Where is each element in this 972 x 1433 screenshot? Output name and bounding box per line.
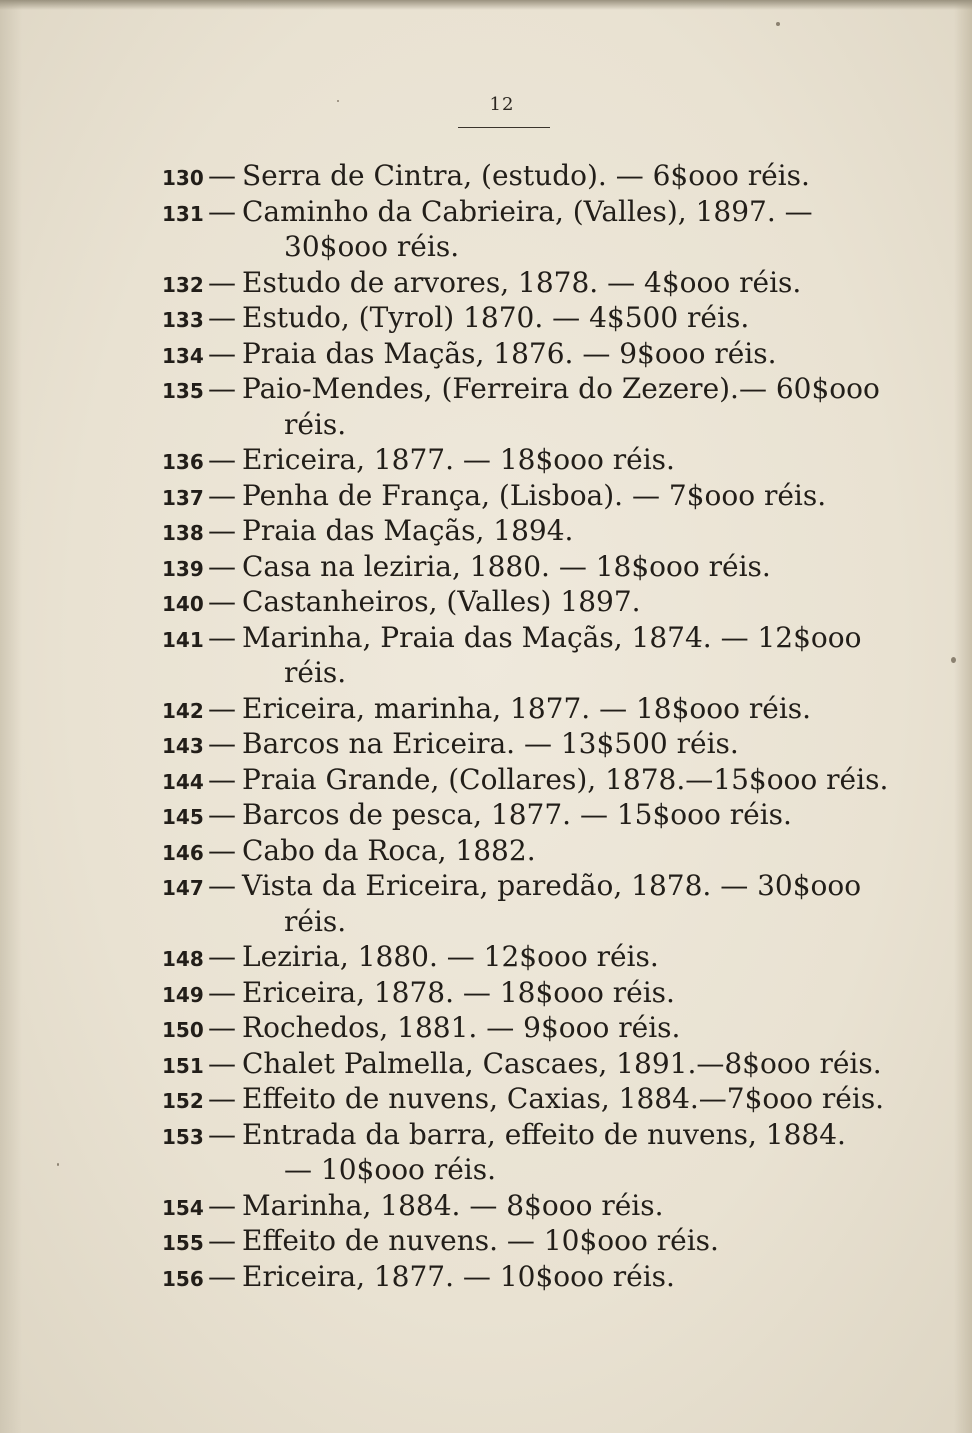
paper-speck (57, 1163, 59, 1166)
list-item (162, 797, 842, 833)
entry-number: 152 (162, 1089, 204, 1113)
entry-continuation-line (162, 655, 842, 691)
list-item (162, 549, 842, 585)
entry-text: Ericeira, 1877. — 10$ooo réis. (242, 1259, 675, 1293)
entry-line (162, 1081, 885, 1117)
entry-number: 141 (162, 627, 204, 652)
entry-dash: — (208, 194, 236, 228)
entry-line (162, 194, 842, 230)
list-item (162, 478, 842, 514)
entry-text: Praia Grande, (Collares), 1878.—15$ooo réis. (242, 762, 889, 796)
entry-line (162, 762, 889, 798)
entry-text: Barcos de pesca, 1877. — 15$ooo réis. (242, 798, 792, 831)
entry-line (162, 584, 842, 620)
entry-dash: — (208, 372, 236, 405)
entry-dash: — (208, 1046, 236, 1080)
list-item (162, 833, 842, 869)
entry-continuation-line (162, 407, 842, 443)
entry-line (162, 833, 842, 869)
entry-line (162, 1046, 882, 1082)
entry-text: Ericeira, 1877. — 18$ooo réis. (242, 443, 675, 476)
entry-number: 154 (162, 1195, 204, 1220)
entry-dash: — (208, 1011, 236, 1044)
list-item (162, 1259, 842, 1295)
entry-number: 140 (162, 592, 204, 616)
entry-number: 138 (162, 521, 204, 545)
entry-dash: — (208, 1082, 236, 1115)
entry-line (162, 336, 842, 372)
entry-number: 150 (162, 1018, 204, 1042)
page-number: 12 (489, 94, 515, 115)
list-item (162, 442, 842, 478)
entry-line (162, 1010, 842, 1046)
entry-number: 137 (162, 485, 204, 510)
list-item (162, 868, 862, 939)
entry-text: Caminho da Cabrieira, (Valles), 1897. — (242, 194, 813, 228)
entry-line (162, 265, 842, 301)
entry-line (162, 1223, 842, 1259)
entry-line (162, 158, 842, 194)
entry-text: Estudo de arvores, 1878. — 4$ooo réis. (242, 265, 802, 299)
page-edge-right (954, 0, 972, 1433)
entry-number: 144 (162, 769, 204, 794)
entry-number: 146 (162, 840, 204, 865)
entry-text: Cabo da Roca, 1882. (242, 833, 536, 867)
list-item (162, 1010, 842, 1046)
entry-line (162, 797, 842, 833)
entry-line (162, 939, 842, 975)
entry-dash: — (208, 478, 236, 512)
entry-text: Rochedos, 1881. — 9$ooo réis. (242, 1011, 681, 1044)
entry-number: 131 (162, 201, 204, 226)
entry-line (162, 442, 842, 478)
list-item (162, 726, 842, 762)
entry-text: Praia das Maçãs, 1894. (242, 514, 574, 547)
list-item (162, 513, 842, 549)
entry-dash: — (208, 1117, 236, 1151)
entry-number: 145 (162, 805, 204, 829)
list-item (162, 584, 842, 620)
entry-text: réis. (284, 656, 347, 689)
entry-text: Effeito de nuvens, Caxias, 1884.—7$ooo réis. (242, 1082, 885, 1115)
entry-text: Leziria, 1880. — 12$ooo réis. (242, 940, 659, 973)
entry-text: Casa na leziria, 1880. — 18$ooo réis. (242, 549, 771, 583)
entry-text: Marinha, 1884. — 8$ooo réis. (242, 1188, 664, 1222)
list-item (162, 1117, 846, 1188)
list-item (162, 265, 842, 301)
entry-text: 30$ooo réis. (284, 230, 460, 263)
entry-text: Penha de França, (Lisboa). — 7$ooo réis. (242, 478, 827, 512)
entry-dash: — (208, 691, 236, 725)
list-item (162, 300, 842, 336)
list-item (162, 620, 862, 691)
entry-dash: — (208, 443, 236, 476)
entry-text: réis. (284, 904, 347, 938)
entry-continuation-line (162, 229, 842, 265)
entry-number: 155 (162, 1231, 204, 1255)
entry-number: 153 (162, 1124, 204, 1149)
entry-text: Castanheiros, (Valles) 1897. (242, 585, 641, 618)
entry-number: 156 (162, 1266, 204, 1291)
entry-line (162, 300, 842, 336)
entry-dash: — (208, 265, 236, 299)
entry-dash: — (208, 727, 236, 760)
entry-line (162, 620, 862, 656)
entry-text: — 10$ooo réis. (284, 1153, 496, 1186)
entry-dash: — (208, 549, 236, 583)
list-item (162, 1046, 882, 1082)
entry-dash: — (208, 798, 236, 831)
list-item (162, 939, 842, 975)
entry-line (162, 975, 842, 1011)
entry-number: 151 (162, 1053, 204, 1078)
paper-speck (951, 657, 956, 663)
header-rule (458, 127, 550, 128)
entry-dash: — (208, 1259, 236, 1293)
entry-line (162, 691, 842, 727)
entry-number: 136 (162, 450, 204, 474)
paper-speck (776, 22, 780, 26)
list-item (162, 975, 842, 1011)
entry-line (162, 868, 862, 904)
entry-dash: — (208, 336, 236, 370)
entry-line (162, 1188, 842, 1224)
entry-number: 143 (162, 734, 204, 758)
entry-continuation-line (162, 1152, 842, 1188)
entry-number: 147 (162, 876, 204, 900)
entry-text: réis. (284, 407, 347, 441)
entry-text: Praia das Maçãs, 1876. — 9$ooo réis. (242, 336, 777, 370)
entry-dash: — (208, 833, 236, 867)
entry-line (162, 1259, 842, 1295)
entry-dash: — (208, 301, 236, 334)
entry-dash: — (208, 159, 236, 192)
entry-text: Vista da Ericeira, paredão, 1878. — 30$ooo (242, 869, 862, 902)
list-item (162, 1081, 885, 1117)
list-item (162, 371, 880, 442)
entry-dash: — (208, 620, 236, 654)
entry-text: Effeito de nuvens. — 10$ooo réis. (242, 1224, 719, 1257)
entry-text: Serra de Cintra, (estudo). — 6$ooo réis. (242, 159, 810, 192)
entry-number: 135 (162, 379, 204, 403)
price-list (162, 158, 889, 1294)
entry-line (162, 1117, 846, 1153)
entry-number: 133 (162, 308, 204, 332)
entry-line (162, 478, 842, 514)
entry-number: 149 (162, 982, 204, 1007)
list-item (162, 762, 889, 798)
entry-dash: — (208, 869, 236, 902)
entry-number: 132 (162, 272, 204, 297)
page-edge-top (0, 0, 972, 10)
entry-text: Barcos na Ericeira. — 13$500 réis. (242, 727, 739, 760)
entry-number: 139 (162, 556, 204, 581)
list-item (162, 336, 842, 372)
entry-dash: — (208, 940, 236, 973)
page-edge-left (0, 0, 22, 1433)
entry-line (162, 726, 842, 762)
entry-dash: — (208, 585, 236, 618)
entry-number: 130 (162, 166, 204, 190)
entry-number: 142 (162, 698, 204, 723)
entry-dash: — (208, 762, 236, 796)
entry-text: Ericeira, marinha, 1877. — 18$ooo réis. (242, 691, 812, 725)
entry-dash: — (208, 1188, 236, 1222)
entry-line (162, 371, 880, 407)
entry-dash: — (208, 514, 236, 547)
entry-line (162, 549, 842, 585)
entry-text: Paio-Mendes, (Ferreira do Zezere).— 60$ooo (242, 372, 880, 405)
entry-text: Estudo, (Tyrol) 1870. — 4$500 réis. (242, 301, 750, 334)
entry-text: Chalet Palmella, Cascaes, 1891.—8$ooo réis. (242, 1046, 882, 1080)
entry-number: 134 (162, 343, 204, 368)
entry-text: Ericeira, 1878. — 18$ooo réis. (242, 975, 675, 1009)
entry-number: 148 (162, 947, 204, 971)
list-item (162, 1188, 842, 1224)
list-item (162, 158, 842, 194)
entry-dash: — (208, 1224, 236, 1257)
list-item (162, 1223, 842, 1259)
list-item (162, 194, 842, 265)
entry-continuation-line (162, 904, 842, 940)
entry-text: Entrada da barra, effeito de nuvens, 1884. (242, 1117, 846, 1151)
entry-text: Marinha, Praia das Maçãs, 1874. — 12$ooo (242, 620, 862, 654)
entry-dash: — (208, 975, 236, 1009)
list-item (162, 691, 842, 727)
entry-line (162, 513, 842, 549)
